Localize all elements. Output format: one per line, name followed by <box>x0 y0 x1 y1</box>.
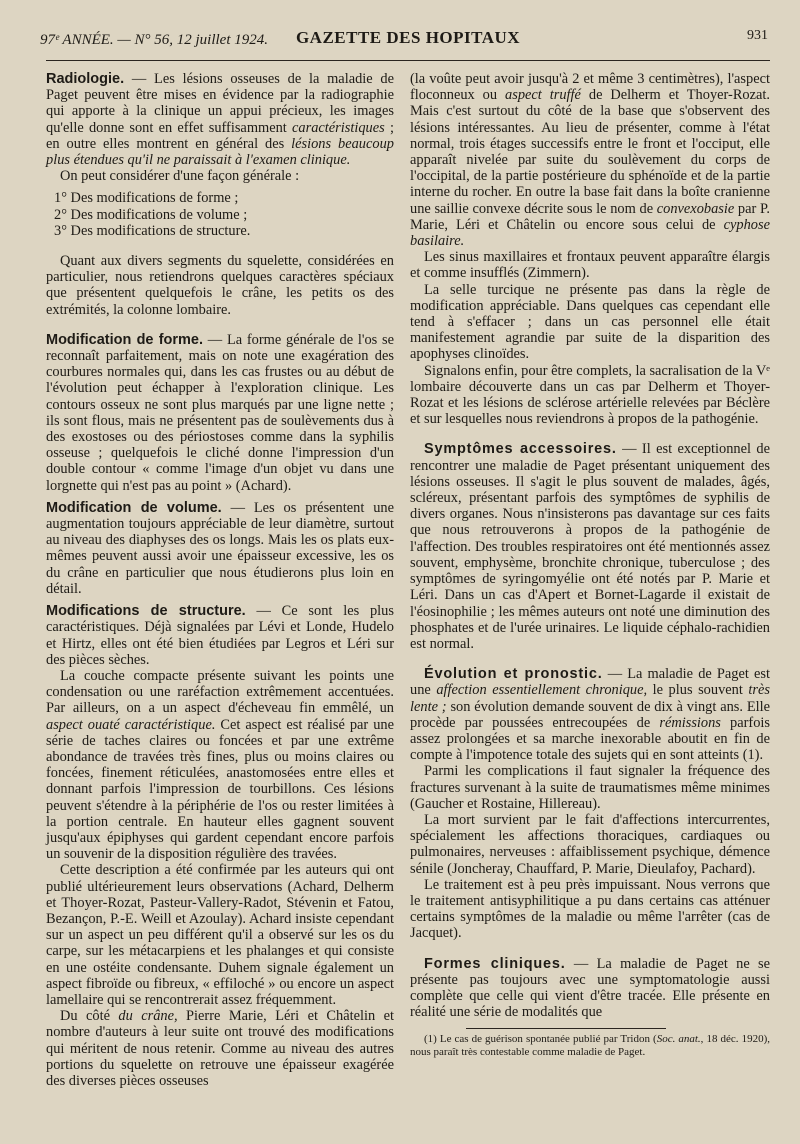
page-number: 931 <box>747 28 768 43</box>
paragraph-voute: (la voûte peut avoir jusqu'à 2 et même 3 centimètres), l'aspect floconneux ou aspect truffé de Delherm et Thoyer-Rozat. Mais c'est surtout du côté de la base que s'observent des lésions intéressantes. Au lieu de présenter, comme à l'état normal, trois étages successifs entre le front et l'occiput, elle apparaît nivelée par suite du soulèvement du corps de l'occipital, de la partie postérieure du sphénoïde et de la partie interne du rocher. En outre la base fait dans la boîte cranienne une saillie convexe décrite sous le nom de convexobasie par P. Marie, Léri et Châtelin ou encore sous celui de cyphose basilaire. <box>410 71 770 250</box>
issue-info: 97ᵉ ANNÉE. — N° 56, 12 juillet 1924. <box>40 32 268 48</box>
list-item: 2° Des modifications de volume ; <box>54 206 248 223</box>
heading-volume: Modification de volume. <box>46 499 222 516</box>
paragraph-traitement: Le traitement est à peu près impuissant. Nous verrons que le traitement antisyphilitique a pu dans certains cas atténuer certains symptômes de la maladie ou même l'arrêter (cas de Jacquet). <box>410 876 770 942</box>
list-item: 1° Des modifications de forme ; <box>54 190 239 207</box>
paragraph-mort: La mort survient par le fait d'affections intercurrentes, spécialement les affections thoraciques, cardiaques ou pulmonaires, nerveuses : affaiblissement psychique, démence sénile (Joncheray, Chauffard, P. Marie, Dieulafoy, Pachard). <box>410 811 770 877</box>
list-item: 3° Des modifications de structure. <box>54 222 251 239</box>
footnote: (1) Le cas de guérison spontanée publié par Tridon (Soc. anat., 18 déc. 1920), nous paraît très contestable comme maladie de Paget. <box>410 1033 770 1059</box>
paragraph-sinus: Les sinus maxillaires et frontaux peuvent apparaître élargis et comme insufflés (Zimmern). <box>410 249 770 282</box>
heading-formes: Formes cliniques. <box>424 955 566 972</box>
paragraph-evolution: Évolution et pronostic. — La maladie de Paget est une affection essentiellement chronique, le plus souvent très lente ; son évolution demande souvent de dix à vingt ans. Elle procède par poussées entrecoupées de rémissions parfois assez prolongées et sa marche inexorable aboutit en fin de compte à l'impotence totale des sujets qui en sont atteints (1). <box>410 666 770 764</box>
paragraph-segments: Quant aux divers segments du squelette, considérées en particulier, nous retiendrons quelques caractères spéciaux que présentent quelquefois le crâne, les petits os des extrémités, la colonne lombaire. <box>46 253 394 318</box>
right-column <box>410 65 770 1089</box>
header-rule <box>46 60 770 61</box>
paragraph-forme: Modification de forme. — La forme générale de l'os se reconnaît parfaitement, mais on note une exagération des courbures normales qui, dans les cas frustes ou au début de l'évolution peut échapper à l'exploration clinique. Les contours osseux ne sont plus marqués par une ligne nette ; ils sont flous, mais ne présentent pas de soulèvements dus à des exostoses ou des périostoses comme dans la syphilis osseuse ; quelquefois le cliché donne l'impression d'un double contour « comme l'image d'un objet vu dans une lorgnette qui n'est pas au point » (Achard). <box>46 331 394 494</box>
paragraph-radiologie: Radiologie. — Les lésions osseuses de la maladie de Paget peuvent être mises en évidence par la radiographie qui apporte à la clinique un appui précieux, les images qu'elle donne sont en effet suffisamment caractéristiques ; en outre elles montrent en général des lésions beaucoup plus étendues qu'il ne paraissait à l'examen clinique. <box>46 71 394 169</box>
heading-structure: Modifications de structure. <box>46 603 246 620</box>
paragraph-considerer: On peut considérer d'une façon générale : <box>60 168 300 185</box>
paragraph-formes: Formes cliniques. — La maladie de Paget ne se présente pas toujours avec une symptomatologie aussi complète que celle qui vient d'être tracée. Elle présente en réalité une série de modalités que <box>410 955 770 1021</box>
modifications-list <box>46 190 394 239</box>
text-columns <box>46 65 770 1089</box>
journal-title: GAZETTE DES HOPITAUX <box>295 28 521 47</box>
paragraph-volume: Modification de volume. — Les os présentent une augmentation toujours appréciable de leur diamètre, surtout au niveau des diaphyses des os longs. Mais les os plats eux-mêmes peuvent aussi avoir une épaisseur excessive, les os du crâne en particulier que nous étudierons plus loin en détail. <box>46 499 394 597</box>
paragraph-description: Cette description a été confirmée par les auteurs qui ont publié ultérieurement leurs observations (Achard, Delherm et Thoyer-Rozat, Pasteur-Vallery-Radot, Stévenin et Fatou, Bezançon, P.-E. Weill et Azoulay). Achard insiste cependant sur un aspect un peu différent qu'il a observé sur les os du carpe, sur les métacarpiens et les phalanges et qui consiste en une ostéite condensante. Duhem signale également un aspect fibroïde ou fibreux, « effiloché » ou encore un aspect lamellaire qui se rencontrerait assez fréquemment. <box>46 862 394 1008</box>
paragraph-symptomes: Symptômes accessoires. — Il est exceptionnel de rencontrer une maladie de Paget présentant uniquement des lésions osseuses. Il s'agit le plus souvent de malades, âgés, scléreux, présentant parfois des symptômes de syphilis de divers organes. Nous n'insisterons pas davantage sur ces faits que nous retrouverons à propos de la pathogénie de l'affection. Des troubles respiratoires ont été mentionnés assez souvent, emphysème, bronchite chronique, tuberculose ; des symptômes de syringomyélie ont été notés par P. Marie et Léri. Dans un cas d'Apert et Bornet-Lagarde il existait de l'éosinophilie ; les mêmes auteurs ont noté une diminution des phosphates et de l'urée urinaires. Le liquide céphalo-rachidien est normal. <box>410 441 770 652</box>
paragraph-structure: Modifications de structure. — Ce sont les plus caractéristiques. Déjà signalées par Lévi et Londe, Hudelo et Hirtz, elles ont été bien étudiées par Legros et Léri sur des pièces sèches. <box>46 603 394 668</box>
left-column <box>46 65 394 1089</box>
paragraph-complications: Parmi les complications il faut signaler la fréquence des fractures survenant à la suite de traumatismes même minimes (Gaucher et Rostaine, Hillereau). <box>410 763 770 812</box>
paragraph-selle: La selle turcique ne présente pas dans la règle de modification appréciable. Dans quelques cas cependant elle tend à s'effacer ; dans un cas personnel elle était manifestement agrandie par suite de la disparition des apophyses clinoïdes. <box>410 281 770 363</box>
paragraph-crane: Du côté du crâne, Pierre Marie, Léri et Châtelin et nombre d'auteurs à leur suite ont trouvé des modifications qui méritent de nous retenir. Comme au niveau des autres portions du squelette on retrouve une épaisseur exagérée des diverses pièces osseuses <box>46 1008 394 1089</box>
footnote-rule <box>466 1028 666 1029</box>
paragraph-signalons: Signalons enfin, pour être complets, la sacralisation de la Vᵉ lombaire découverte dans un cas par Delherm et Thoyer-Rozat et les lésions de sclérose artérielle relevées par Béclère et sur lesquelles nous reviendrons à propos de la pathogénie. <box>410 362 770 428</box>
page-header <box>40 26 770 56</box>
heading-radiologie: Radiologie. <box>46 71 125 87</box>
heading-evolution: Évolution et pronostic. <box>424 666 603 683</box>
paragraph-compacte: La couche compacte présente suivant les points une condensation ou une raréfaction extrêmement accentuées. Par ailleurs, on a un aspect d'écheveau fin emmêlé, un aspect ouaté caractéristique. Cet aspect est réalisé par une série de taches claires ou foncées et par une extrême abondance de travées très fines, plus ou moins claires ou foncées, finement réticulées, anastomosées entre elles et donnant parfois l'impression de tourbillons. Ces lésions peuvent s'étendre à la périphérie de l'os ou rester limitées à la portion centrale. En hauteur elles gagnent souvent jusqu'aux épiphyses qui gardent cependant encore parfois un souvenir de la disposition régulière des travées. <box>46 667 394 863</box>
heading-symptomes: Symptômes accessoires. <box>424 441 617 458</box>
heading-forme: Modification de forme. <box>46 331 204 348</box>
